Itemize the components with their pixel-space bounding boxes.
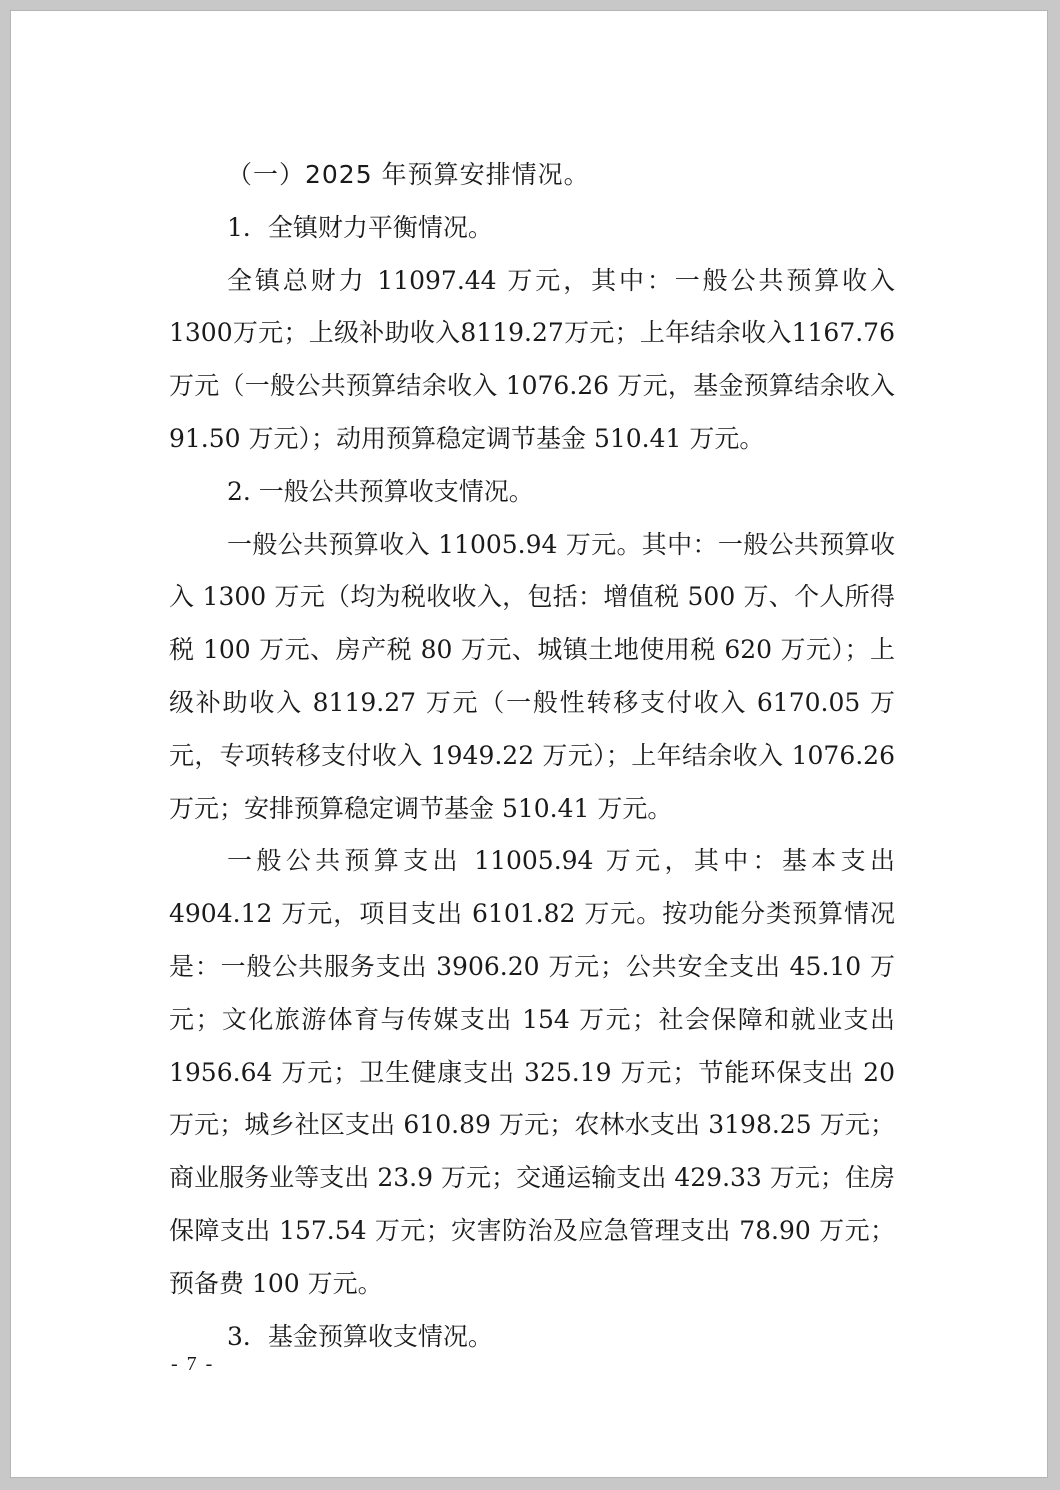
paragraph-general-budget-expenditure: 一般公共预算支出 11005.94 万元，其中：基本支出 4904.12 万元，项目支出 6101.82 万元。按功能分类预算情况是：一般公共服务支出 3906.20 万元；公共安全支出 45.10 万元；文化旅游体育与传媒支出 154 万元；社会保障和就业支出 1956.64 万元；卫生健康支出 325.19 万元；节能环保支出 20 万元；城乡社区支出 610.89 万元；农林水支出 3198.25 万元；商业服务业等支出 23.9 万元；交通运输支出 429.33 万元；住房保障支出 157.54 万元；灾害防治及应急管理支出 78.90 万元；预备费 100 万元。 — [169, 846, 895, 1298]
document-page — [10, 10, 1048, 1478]
paragraph-general-budget-revenue: 一般公共预算收入 11005.94 万元。其中：一般公共预算收入 1300 万元（均为税收收入，包括：增值税 500 万、个人所得税 100 万元、房产税 80 万元、城镇土地使用税 620 万元）；上级补助收入 8119.27 万元（一般性转移支付收入 6170.05 万元，专项转移支付收入 1949.22 万元）；上年结余收入 1076.26 万元；安排预算稳定调节基金 510.41 万元。 — [169, 529, 895, 823]
subsection-title-financial-balance: 1．全镇财力平衡情况。 — [227, 212, 493, 242]
document-body — [169, 149, 895, 1363]
subsection-title-general-budget: 2. 一般公共预算收支情况。 — [227, 476, 534, 506]
subsection-title-fund-budget: 3．基金预算收支情况。 — [227, 1321, 493, 1351]
page-number: - 7 - — [171, 1353, 215, 1375]
section-heading: （一）2025 年预算安排情况。 — [227, 160, 590, 189]
paragraph-total-financial-resources: 全镇总财力 11097.44 万元，其中：一般公共预算收入1300万元；上级补助收入8119.27万元；上年结余收入1167.76万元（一般公共预算结余收入 1076.26 万元，基金预算结余收入 91.50 万元）；动用预算稳定调节基金 510.41 万元。 — [169, 265, 895, 453]
